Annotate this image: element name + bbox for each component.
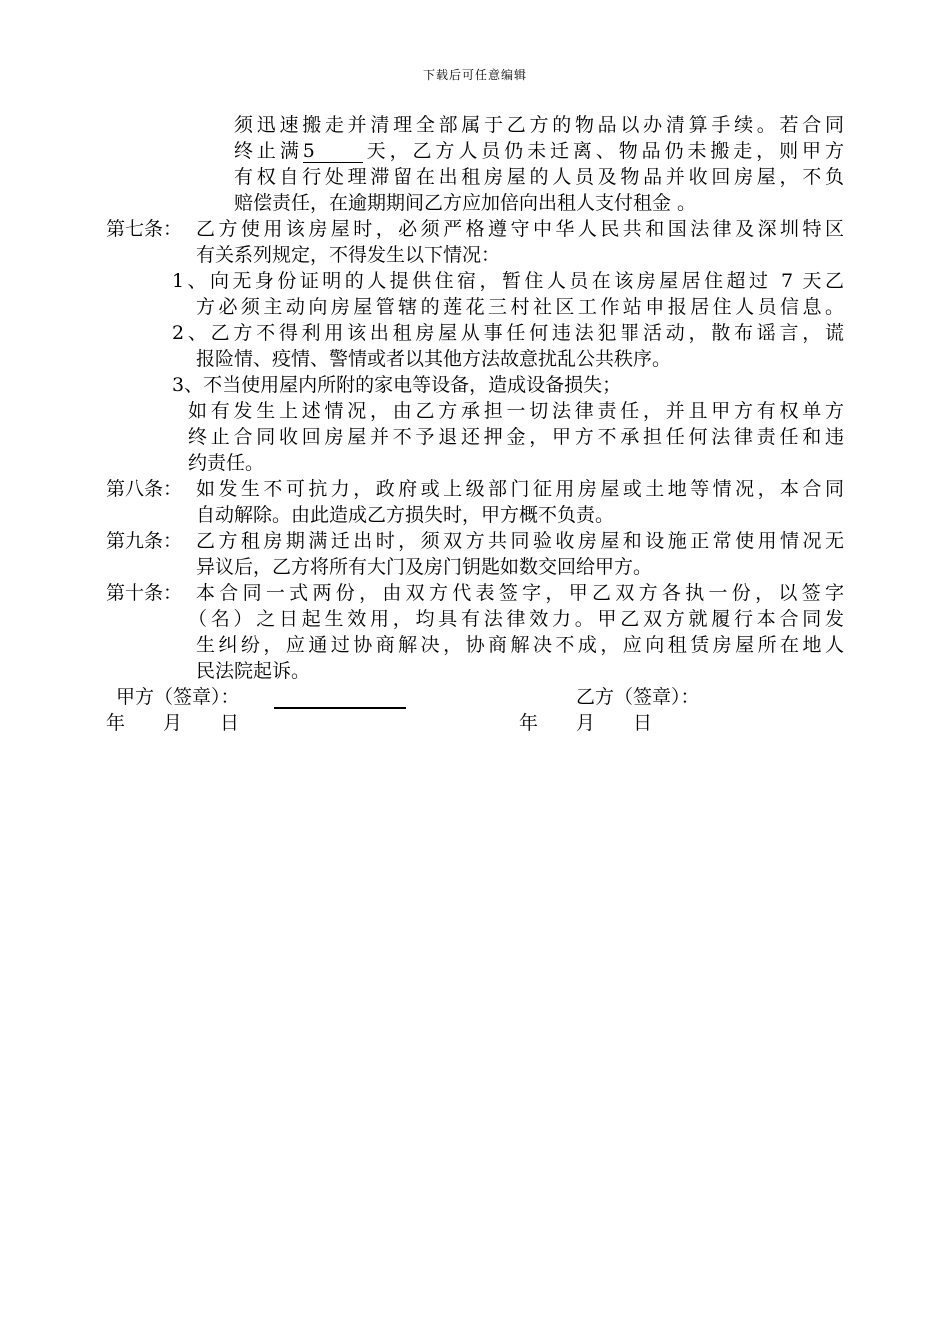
clause10-label: 第十条： [106, 582, 183, 604]
party-a-date: 年 月 日 [106, 712, 240, 734]
clause7-item1-line2: 方必须主动向房屋管辖的莲花三村社区工作站申报居住人员信息。 [196, 296, 844, 318]
clause6-line4: 赔偿责任，在逾期期间乙方应加倍向出租人支付租金 。 [234, 192, 697, 214]
party-a-signature-line [274, 707, 406, 709]
clause7-item1-line1: 1、向无身份证明的人提供住宿，暂住人员在该房屋居住超过 7 天乙 [172, 270, 844, 292]
clause9-line1: 乙方租房期满迁出时，须双方共同验收房屋和设施正常使用情况无 [196, 530, 844, 552]
clause8-line2: 自动解除。由此造成乙方损失时，甲方概不负责。 [196, 504, 615, 526]
clause7-item2-line2: 报险情、疫情、警情或者以其他方法故意扰乱公共秩序。 [196, 348, 672, 370]
clause8-line1: 如发生不可抗力，政府或上级部门征用房屋或土地等情况，本合同 [196, 478, 844, 500]
clause7-consequence-line2: 终止合同收回房屋并不予退还押金，甲方不承担任何法律责任和违 [188, 426, 844, 448]
clause9-line2: 异议后，乙方将所有大门及房门钥匙如数交回给甲方。 [196, 556, 653, 578]
clause7-line1: 乙方使用该房屋时，必须严格遵守中华人民共和国法律及深圳特区 [196, 218, 844, 240]
clause7-item2-line1: 2、乙方不得利用该出租房屋从事任何违法犯罪活动，散布谣言，谎 [172, 322, 844, 344]
clause10-line1: 本合同一式两份，由双方代表签字，甲乙双方各执一份，以签字 [196, 582, 844, 604]
clause8-label: 第八条： [106, 478, 183, 500]
party-a-signature-label: 甲方（签章）： [116, 686, 240, 708]
clause9-label: 第九条： [106, 530, 183, 552]
clause7-label: 第七条： [106, 218, 183, 240]
clause10-line3: 生纠纷，应通过协商解决，协商解决不成，应向租赁房屋所在地人 [196, 634, 844, 656]
clause6-line2-pre: 终止满 [234, 140, 303, 162]
header-note: 下载后可任意编辑 [422, 68, 527, 82]
clause6-line1: 须迅速搬走并清理全部属于乙方的物品以办清算手续。若合同 [234, 114, 844, 136]
clause6-line2-post: 天，乙方人员仍未迁离、物品仍未搬走，则甲方 [362, 140, 844, 162]
clause10-line4: 民法院起诉。 [196, 660, 311, 682]
clause7-consequence-line1: 如有发生上述情况，由乙方承担一切法律责任，并且甲方有权单方 [188, 400, 844, 422]
clause7-item3-line1: 3、不当使用屋内所附的家电等设备，造成设备损失； [172, 374, 622, 396]
party-b-date: 年 月 日 [519, 712, 653, 734]
clause6-line2 [234, 138, 844, 164]
clause7-consequence-line3: 约责任。 [188, 452, 265, 474]
party-b-signature-label: 乙方（签章）： [576, 686, 700, 708]
days-blank: 5 [303, 140, 363, 163]
clause10-line2: （名）之日起生效用，均具有法律效力。甲乙双方就履行本合同发 [188, 608, 844, 630]
clause6-line3: 有权自行处理滞留在出租房屋的人员及物品并收回房屋，不负 [234, 166, 844, 188]
clause7-line2: 有关系列规定，不得发生以下情况： [196, 244, 501, 266]
